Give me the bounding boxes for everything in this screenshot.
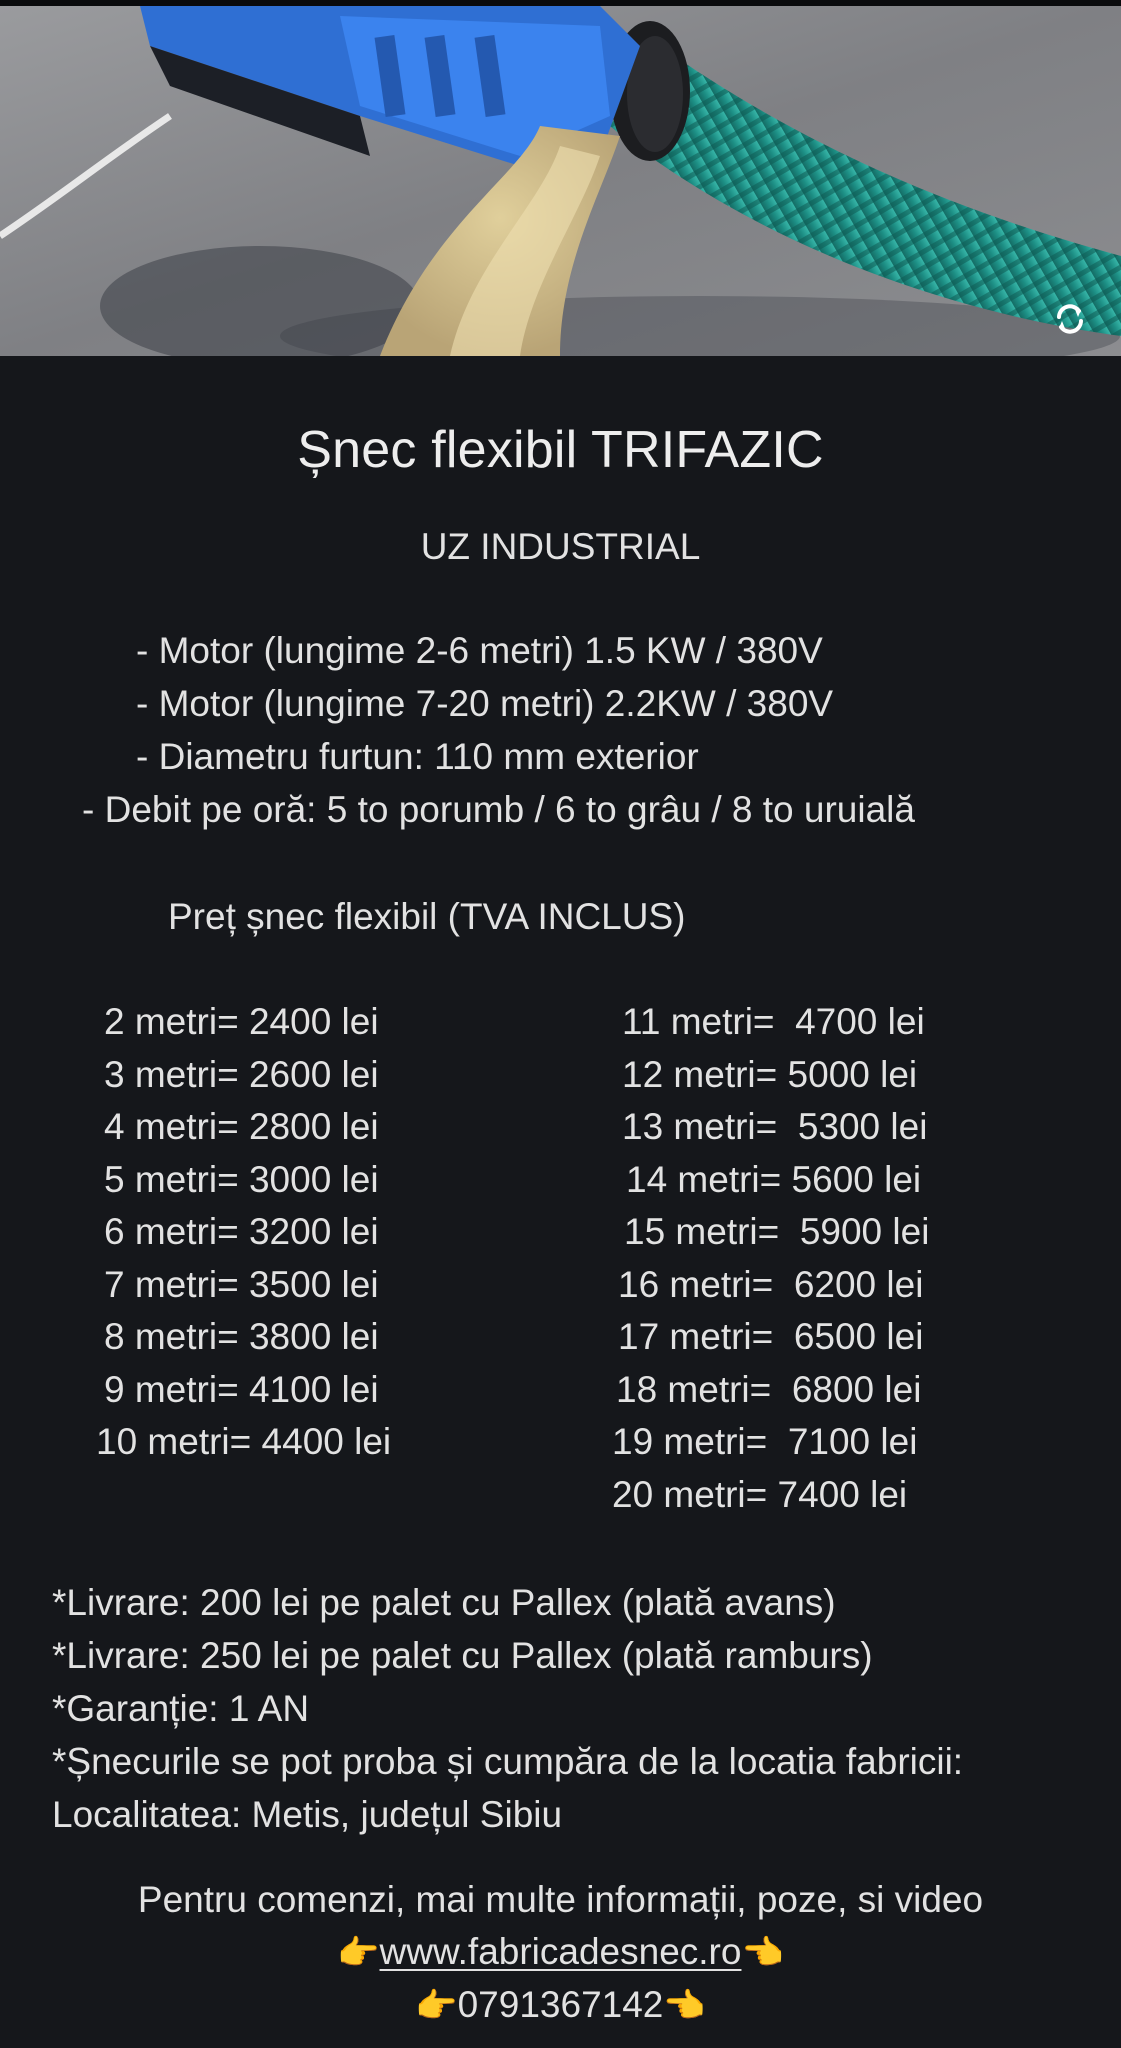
price-row: 7 metri= 3500 lei	[104, 1263, 379, 1305]
post-subtitle: UZ INDUSTRIAL	[420, 526, 701, 567]
spec-item: - Motor (lungime 7-20 metri) 2.2KW / 380V	[136, 683, 834, 724]
note-item: *Garanție: 1 AN	[52, 1688, 310, 1729]
spec-list	[0, 624, 1121, 836]
post-title: Șnec flexibil TRIFAZIC	[297, 421, 824, 479]
spec-item: - Motor (lungime 2-6 metri) 1.5 KW / 380V	[136, 630, 823, 671]
pointing-left-icon: 👈	[663, 1987, 706, 2025]
price-row: 13 metri= 5300 lei	[622, 1106, 928, 1147]
note-item: *Livrare: 200 lei pe palet cu Pallex (plată avans)	[52, 1582, 836, 1623]
pointing-right-icon: 👉	[337, 1934, 380, 1972]
product-photo	[0, 6, 1121, 356]
price-row: 8 metri= 3800 lei	[104, 1316, 379, 1357]
price-heading: Preț șnec flexibil (TVA INCLUS)	[168, 896, 686, 937]
note-item: *Livrare: 250 lei pe palet cu Pallex (plată ramburs)	[52, 1635, 873, 1676]
phone-number[interactable]: 0791367142	[457, 1984, 664, 2025]
price-list-left	[96, 996, 391, 1469]
post-content	[0, 356, 1121, 2048]
website-link[interactable]: www.fabricadesnec.ro	[379, 1931, 742, 1972]
refresh-icon	[1050, 299, 1090, 339]
spec-item: - Debit pe oră: 5 to porumb / 6 to grâu / 8 to uruială	[82, 789, 915, 830]
price-row: 11 metri= 4700 lei	[622, 1001, 925, 1042]
price-row: 3 metri= 2600 lei	[104, 1053, 379, 1095]
price-row: 16 metri= 6200 lei	[618, 1263, 924, 1305]
price-row: 19 metri= 7100 lei	[612, 1421, 918, 1462]
price-row: 14 metri= 5600 lei	[626, 1158, 922, 1200]
pointing-left-icon: 👈	[741, 1934, 784, 1972]
website-row	[0, 1926, 1121, 1979]
product-photo-illustration	[0, 6, 1121, 356]
price-row: 20 metri= 7400 lei	[612, 1473, 908, 1515]
price-row: 12 metri= 5000 lei	[622, 1053, 918, 1095]
refresh-button[interactable]	[1047, 296, 1093, 342]
price-row: 4 metri= 2800 lei	[104, 1106, 379, 1147]
note-item: *Șnecurile se pot proba și cumpăra de la locatia fabricii:	[52, 1741, 964, 1782]
price-row: 15 metri= 5900 lei	[624, 1211, 930, 1252]
price-row: 2 metri= 2400 lei	[104, 1001, 379, 1042]
price-list-right	[612, 996, 929, 1521]
phone-row	[0, 1979, 1121, 2032]
spec-item: - Diametru furtun: 110 mm exterior	[136, 736, 699, 777]
contact-section	[0, 1874, 1121, 2032]
contact-line: Pentru comenzi, mai multe informații, poze, si video	[137, 1879, 984, 1920]
price-row: 6 metri= 3200 lei	[104, 1211, 379, 1252]
note-item: Localitatea: Metis, județul Sibiu	[52, 1794, 563, 1835]
price-row: 17 metri= 6500 lei	[618, 1316, 924, 1357]
notes-list	[52, 1576, 963, 1841]
price-row: 9 metri= 4100 lei	[104, 1368, 379, 1410]
price-row: 5 metri= 3000 lei	[104, 1158, 379, 1200]
pointing-right-icon: 👉	[415, 1987, 458, 2025]
price-row: 10 metri= 4400 lei	[96, 1421, 392, 1462]
price-row: 18 metri= 6800 lei	[616, 1368, 922, 1410]
